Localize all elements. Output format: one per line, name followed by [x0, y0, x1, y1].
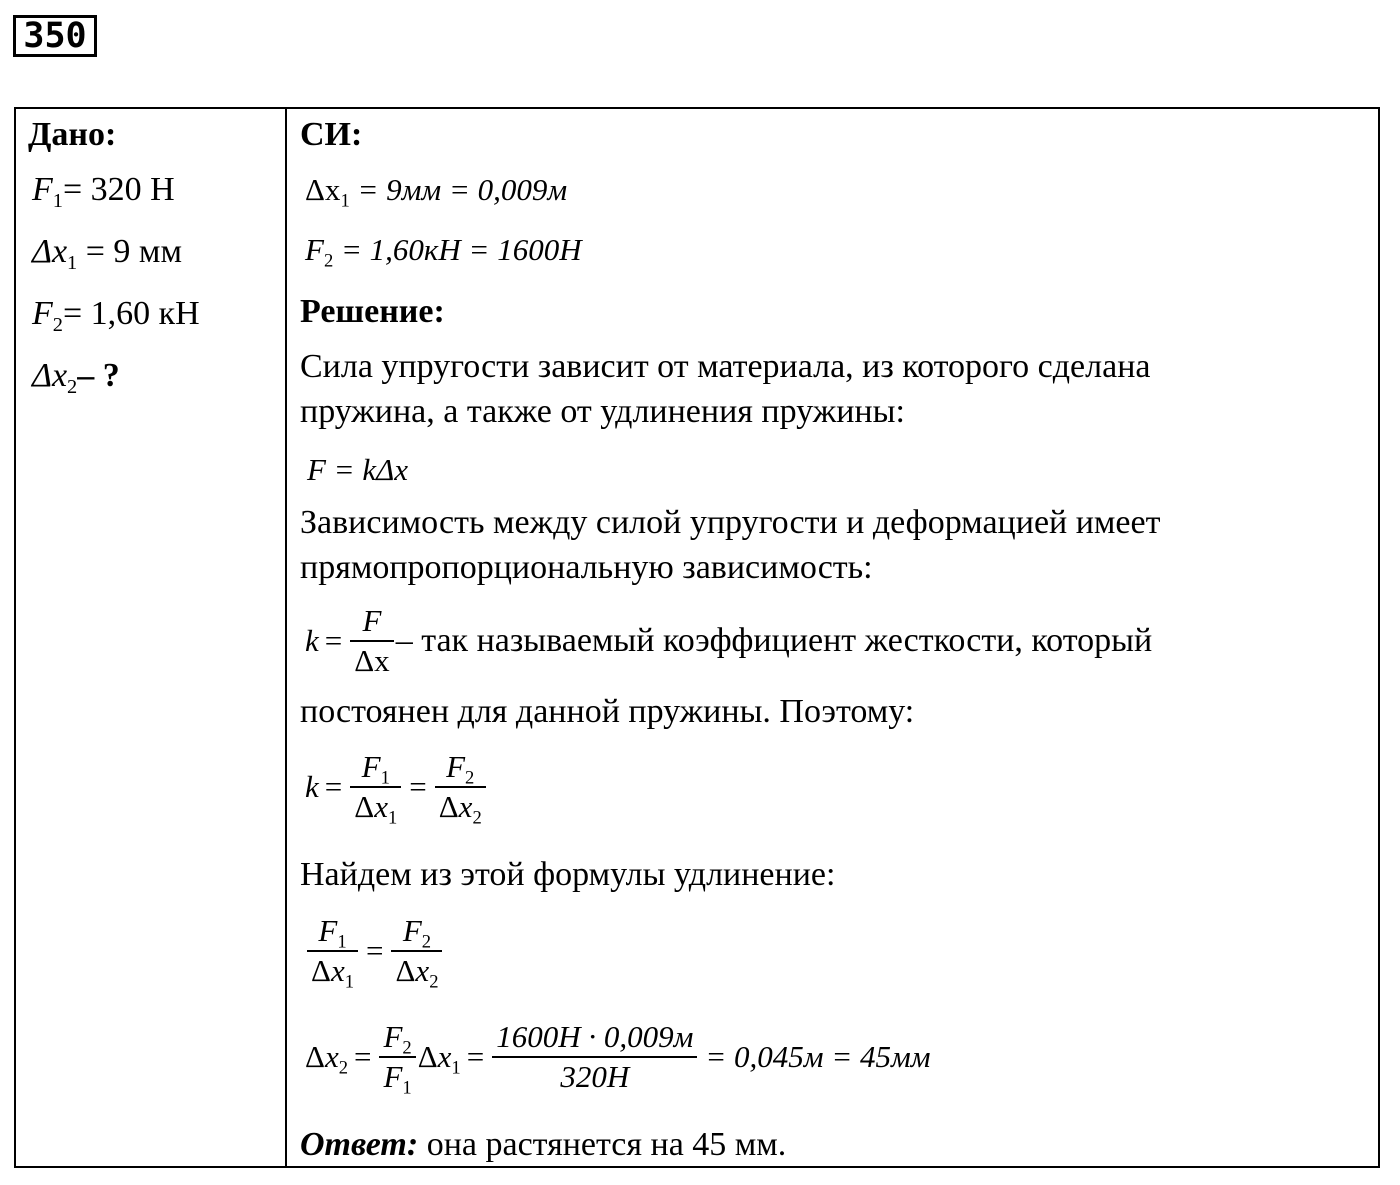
fraction-f-over-dx: $\frac{F}{\Delta x}$ [350, 602, 393, 680]
answer-label: Ответ: [300, 1126, 419, 1163]
column-divider [285, 107, 287, 1168]
final-calculation: $\Delta x_2$ = $\frac{F_2}{F_1}$ $\Delta x_1$ = $\frac{1600Н \cdot 0,009м}{320Н}$ = 0,045м = 45мм [305, 1019, 931, 1099]
answer-text: она растянется на 45 мм. [418, 1126, 787, 1163]
paragraph-3: постоянен для данной пружины. Поэтому: [300, 693, 915, 730]
paragraph-1-line-1: Сила упругости зависит от материала, из которого сделана [300, 348, 1151, 385]
stiffness-definition: k = $\frac{F}{\Delta x}$ – так называемый коэффициент жесткости, который [305, 603, 1153, 678]
given-unknown: $\Delta x_2-$ ? [32, 357, 120, 399]
paragraph-2-line-1: Зависимость между силой упругости и деформацией имеет [300, 504, 1161, 541]
answer [300, 1125, 786, 1165]
ratio-equation: $\frac{F_1}{\Delta x_1}$ = $\frac{F_2}{\Delta x_2}$ [305, 912, 444, 990]
si-line-1: $\Delta x_1 = 9мм = 0,009м$ [305, 172, 568, 212]
solution-header: Решение: [300, 293, 445, 330]
given-header: Дано: [28, 116, 117, 153]
given-f2: $F_2= 1,60$ кН [32, 295, 200, 337]
given-dx1: $\Delta x_1 = 9$ мм [32, 233, 182, 275]
paragraph-1-line-2: пружина, а также от удлинения пружины: [300, 393, 905, 430]
si-line-2: $F_2 = 1,60кН = 1600Н$ [305, 232, 582, 272]
given-f1: $F_1= 320$ Н [32, 171, 175, 213]
formula-hooke: F = kΔx [307, 452, 409, 487]
paragraph-4: Найдем из этой формулы удлинение: [300, 856, 836, 893]
stiffness-equality: k = $\frac{F_1}{\Delta x_1}$ = $\frac{F_2}{\Delta x_2}$ [305, 748, 488, 826]
problem-number: 350 [13, 15, 97, 57]
si-header: СИ: [300, 116, 363, 153]
paragraph-2-line-2: прямопропорциональную зависимость: [300, 549, 873, 586]
